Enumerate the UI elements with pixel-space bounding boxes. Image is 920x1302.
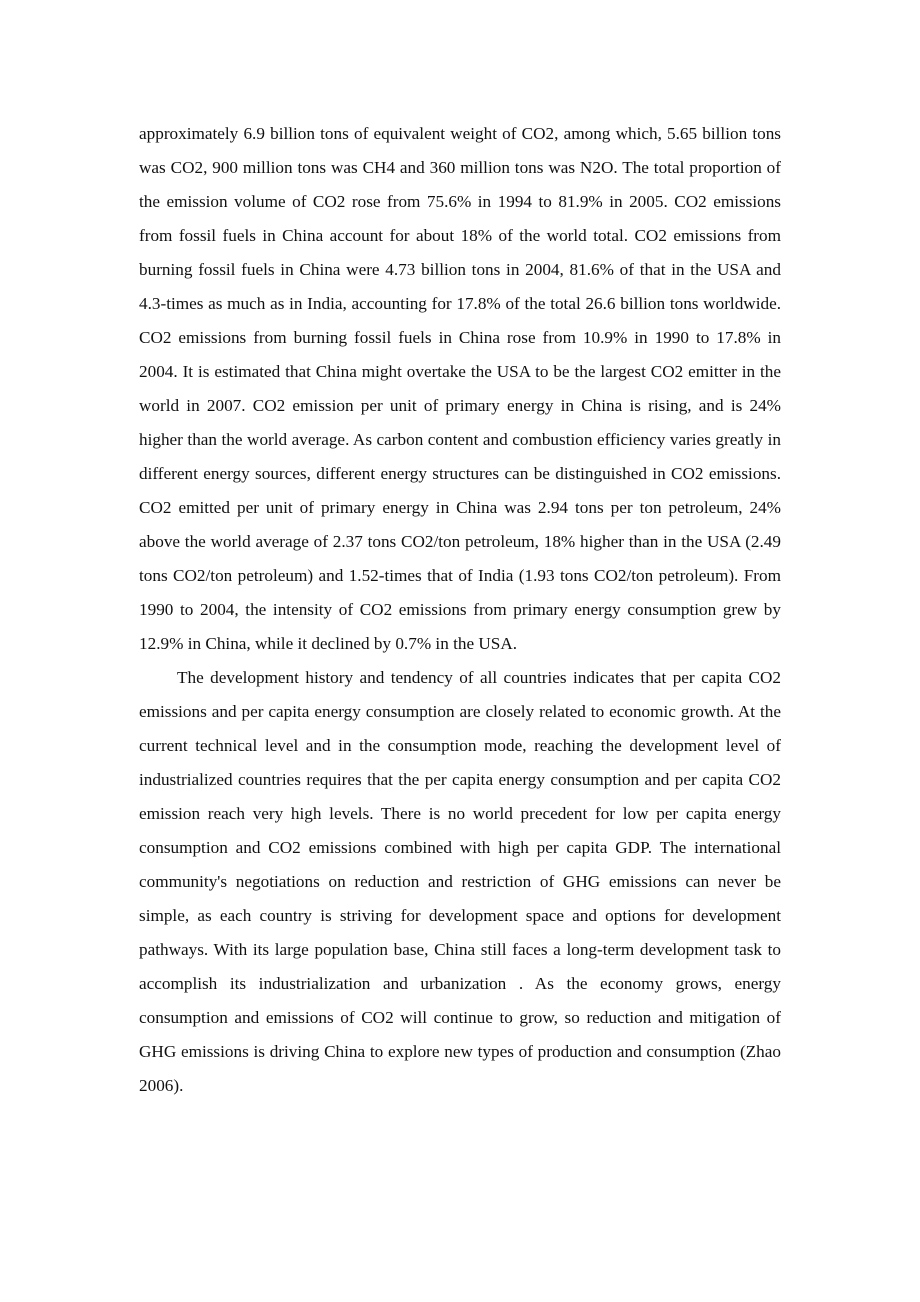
paragraph-development-history: The development history and tendency of all countries indicates that per capita CO2 emissions and per capita energy consumption are closely related to economic growth. At the current technical level and in the consumption mode, reaching the development level of industrialized countries requires that the per capita energy consumption and per capita CO2 emission reach very high levels. There is no world precedent for low per capita energy consumption and CO2 emissions combined with high per capita GDP. The international community's negotiations on reduction and restriction of GHG emissions can never be simple, as each country is striving for development space and options for development pathways. With its large population base, China still faces a long-term development task to accomplish its industrialization and urbanization . As the economy grows, energy consumption and emissions of CO2 will continue to grow, so reduction and mitigation of GHG emissions is driving China to explore new types of production and consumption (Zhao 2006). — [139, 668, 781, 1095]
paragraph-co2-emissions: approximately 6.9 billion tons of equivalent weight of CO2, among which, 5.65 billion tons was CO2, 900 million tons was CH4 and 360 million tons was N2O. The total proportion of the emission volume of CO2 rose from 75.6% in 1994 to 81.9% in 2005. CO2 emissions from fossil fuels in China account for about 18% of the world total. CO2 emissions from burning fossil fuels in China were 4.73 billion tons in 2004, 81.6% of that in the USA and 4.3-times as much as in India, accounting for 17.8% of the total 26.6 billion tons worldwide. CO2 emissions from burning fossil fuels in China rose from 10.9% in 1990 to 17.8% in 2004. It is estimated that China might overtake the USA to be the largest CO2 emitter in the world in 2007. CO2 emission per unit of primary energy in China is rising, and is 24% higher than the world average. As carbon content and combustion efficiency varies greatly in different energy sources, different energy structures can be distinguished in CO2 emissions. CO2 emitted per unit of primary energy in China was 2.94 tons per ton petroleum, 24% above the world average of 2.37 tons CO2/ton petroleum, 18% higher than in the USA (2.49 tons CO2/ton petroleum) and 1.52-times that of India (1.93 tons CO2/ton petroleum). From 1990 to 2004, the intensity of CO2 emissions from primary energy consumption grew by 12.9% in China, while it declined by 0.7% in the USA. — [139, 124, 781, 653]
body-text — [139, 117, 781, 1103]
